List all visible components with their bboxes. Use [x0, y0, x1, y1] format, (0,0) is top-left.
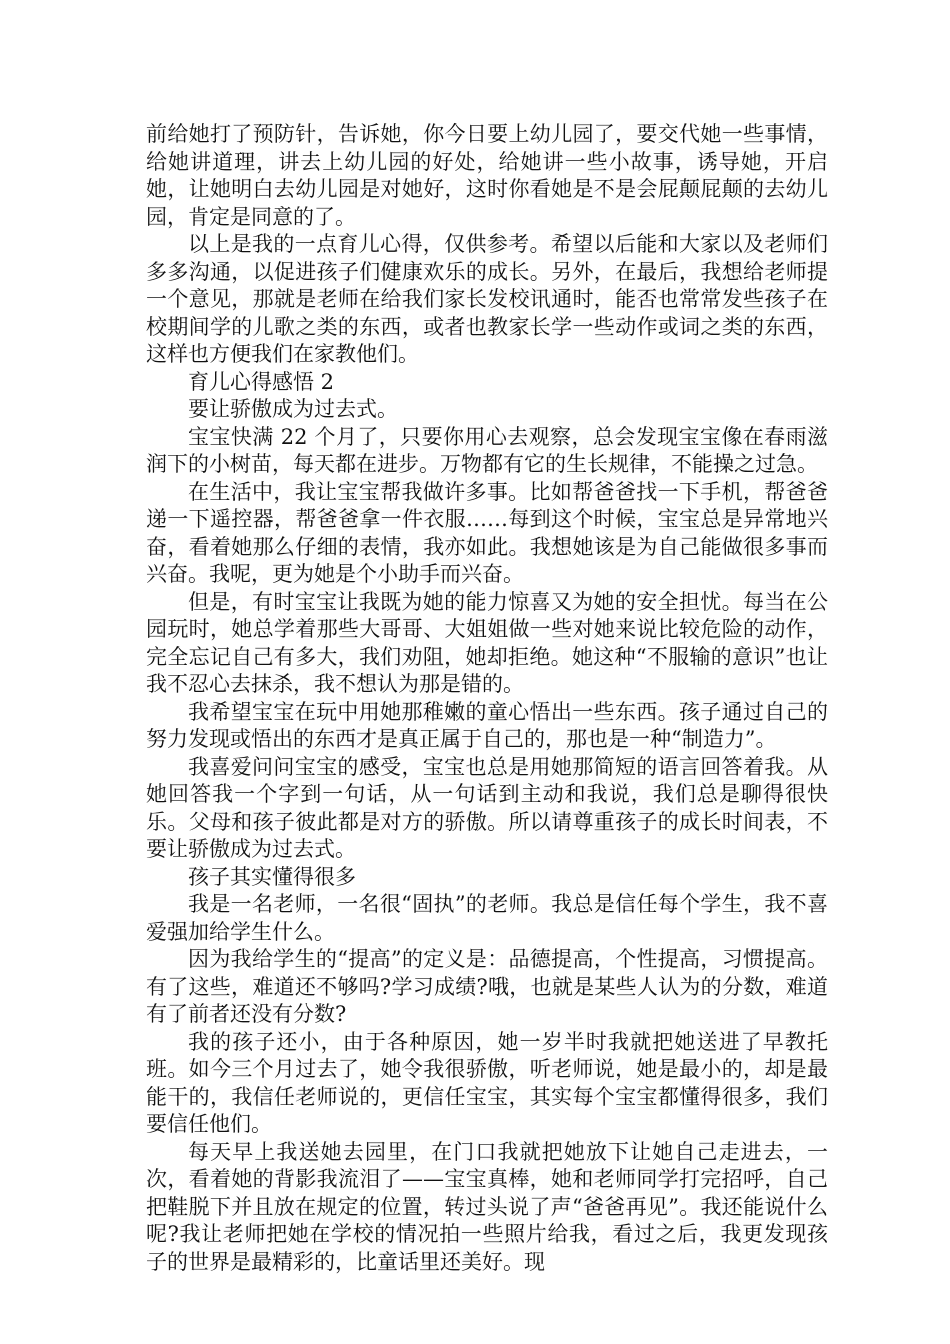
- paragraph: 我是一名老师，一名很“固执”的老师。我总是信任每个学生，我不喜爱强加给学生什么。: [146, 892, 828, 944]
- paragraph: 以上是我的一点育儿心得，仅供参考。希望以后能和大家以及老师们多多沟通，以促进孩子们健康欢乐的成长。另外，在最后，我想给老师提一个意见，那就是老师在给我们家长发校讯通时，能否也常常发些孩子在校期间学的儿歌之类的东西，或者也教家长学一些动作或词之类的东西，这样也方便我们在家教他们。: [146, 232, 828, 366]
- paragraph: 宝宝快满 22 个月了，只要你用心去观察，总会发现宝宝像在春雨滋润下的小树苗，每天都在进步。万物都有它的生长规律，不能操之过急。: [146, 424, 828, 476]
- paragraph: 前给她打了预防针，告诉她，你今日要上幼儿园了，要交代她一些事情，给她讲道理，讲去上幼儿园的好处，给她讲一些小故事，诱导她，开启她，让她明白去幼儿园是对她好，这时你看她是不是会屁颠屁颠的去幼儿园，肯定是同意的了。: [146, 122, 828, 229]
- paragraph: 但是，有时宝宝让我既为她的能力惊喜又为她的安全担忧。每当在公园玩时，她总学着那些大哥哥、大姐姐做一些对她来说比较危险的动作，完全忘记自己有多大，我们劝阻，她却拒绝。她这种“不服输的意识”也让我不忍心去抹杀，我不想认为那是错的。: [146, 589, 828, 696]
- paragraph: 我的孩子还小，由于各种原因，她一岁半时我就把她送进了早教托班。如今三个月过去了，她令我很骄傲，听老师说，她是最小的，却是最能干的，我信任老师说的，更信任宝宝，其实每个宝宝都懂得很多，我们要信任他们。: [146, 1029, 828, 1136]
- paragraph: 要让骄傲成为过去式。: [188, 397, 398, 421]
- paragraph: 在生活中，我让宝宝帮我做许多事。比如帮爸爸找一下手机，帮爸爸递一下遥控器，帮爸爸拿一件衣服……每到这个时候，宝宝总是异常地兴奋，看着她那么仔细的表情，我亦如此。我想她该是为自己能做很多事而兴奋。我呢，更为她是个小助手而兴奋。: [146, 479, 828, 586]
- paragraph: 我希望宝宝在玩中用她那稚嫩的童心悟出一些东西。孩子通过自己的努力发现或悟出的东西才是真正属于自己的，那也是一种“制造力”。: [146, 699, 828, 751]
- section-heading: 育儿心得感悟 2: [188, 369, 335, 394]
- paragraph: 每天早上我送她去园里，在门口我就把她放下让她自己走进去，一次，看着她的背影我流泪了——宝宝真棒，她和老师同学打完招呼，自己把鞋脱下并且放在规定的位置，转过头说了声“爸爸再见”。我还能说什么呢?我让老师把她在学校的情况拍一些照片给我，看过之后，我更发现孩子的世界是最精彩的，比童话里还美好。现: [146, 1139, 828, 1274]
- paragraph: 因为我给学生的“提高”的定义是：品德提高，个性提高，习惯提高。有了这些，难道还不够吗?学习成绩?哦，也就是某些人认为的分数，难道有了前者还没有分数?: [146, 947, 828, 1026]
- paragraph: 我喜爱问问宝宝的感受，宝宝也总是用她那简短的语言回答着我。从她回答我一个字到一句话，从一句话到主动和我说，我们总是聊得很快乐。父母和孩子彼此都是对方的骄傲。所以请尊重孩子的成长时间表，不要让骄傲成为过去式。: [146, 754, 828, 861]
- section-heading: 孩子其实懂得很多: [188, 864, 356, 889]
- document-body: [146, 121, 828, 1276]
